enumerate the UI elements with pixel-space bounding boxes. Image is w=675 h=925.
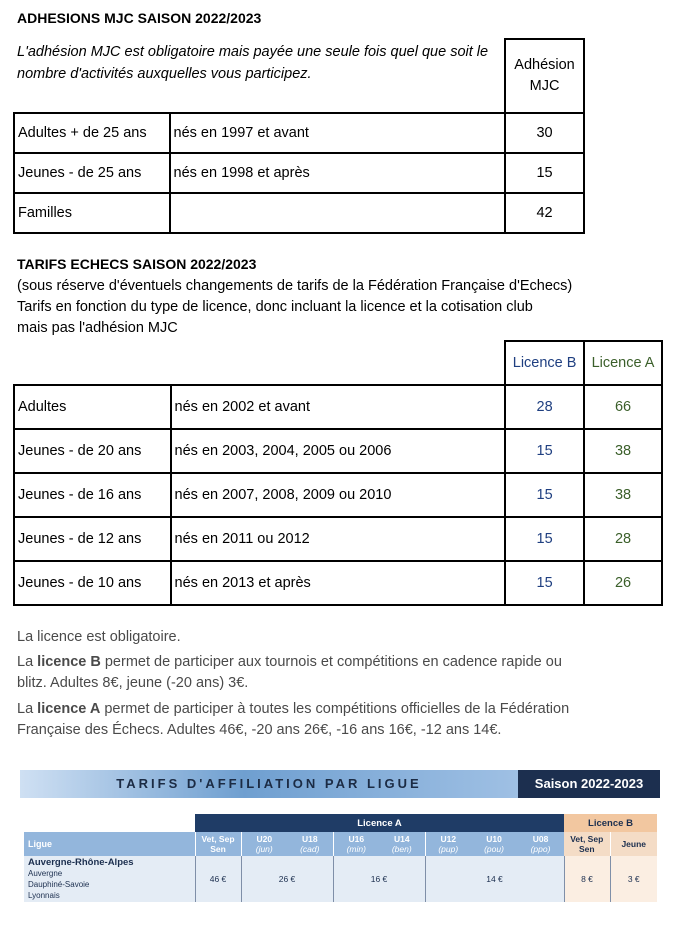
adhesion-title: ADHESIONS MJC SAISON 2022/2023 [17, 10, 262, 26]
price-b-sen: 8 € [564, 856, 610, 902]
col-code: U18 [301, 834, 318, 844]
note-licence-obligatoire: La licence est obligatoire. [17, 629, 181, 645]
ligue-header: Ligue [24, 832, 195, 856]
note-b-prefix: La [17, 654, 38, 670]
sub-region: Auvergne [28, 869, 63, 878]
price-a-u16-u14: 16 € [333, 856, 425, 902]
note-b-line2: blitz. Adultes 8€, jeune (-20 ans) 3€. [17, 675, 249, 691]
adhesion-note: L'adhésion MJC est obligatoire mais payée une seule fois quel que soit le nombre d'activités auxquelles vous participez. [17, 44, 489, 82]
col-a-u12 [425, 832, 471, 856]
col-sub: Sen [578, 844, 595, 854]
col-code: U10 [486, 834, 502, 844]
born-cell: nés en 2013 et après [171, 561, 506, 605]
licence-a-cell: 38 [584, 473, 662, 517]
price-cell: 15 [505, 153, 584, 193]
col-sub: (ben) [391, 844, 412, 854]
licence-b-cell: 28 [505, 385, 584, 429]
col-a-u14 [379, 832, 425, 856]
col-sub: Sen [210, 844, 226, 854]
col-b-jeune: Jeune [610, 832, 657, 856]
licence-a-cell: 26 [584, 561, 662, 605]
born-cell: nés en 1997 et avant [170, 113, 506, 153]
note-a-line2: Française des Échecs. Adultes 46€, -20 ans 26€, -16 ans 16€, -12 ans 14€. [17, 722, 502, 738]
header-licence-a: Licence A [584, 341, 662, 385]
note-licence-a [17, 699, 657, 741]
col-code: U20 [256, 834, 273, 844]
table-row [14, 517, 662, 561]
col-code: U14 [393, 834, 410, 844]
col-sub: (pou) [484, 844, 504, 854]
region-cell [24, 856, 195, 902]
table-row [14, 153, 584, 193]
price-a-u12-u08: 14 € [425, 856, 564, 902]
note-a-bold: licence A [37, 701, 101, 717]
price-b-jeune: 3 € [610, 856, 657, 902]
licence-a-cell: 38 [584, 429, 662, 473]
col-sub: (jun) [255, 844, 273, 854]
table-row [24, 856, 657, 902]
col-code: Vet, Sep [201, 834, 235, 844]
note-a-rest: permet de participer à toutes les compétitions officielles de la Fédération [100, 701, 570, 717]
col-code: U12 [440, 834, 457, 844]
category-cell: Jeunes - de 16 ans [14, 473, 171, 517]
adhesion-header-line2: MJC [529, 78, 560, 94]
price-a-u20-u18: 26 € [241, 856, 333, 902]
licence-b-header: Licence B [564, 814, 657, 832]
licence-a-cell: 28 [584, 517, 662, 561]
region-name: Auvergne-Rhône-Alpes [28, 857, 134, 868]
category-cell: Jeunes - de 25 ans [14, 153, 170, 193]
licence-b-cell: 15 [505, 473, 584, 517]
born-cell: nés en 2007, 2008, 2009 ou 2010 [171, 473, 506, 517]
born-cell: nés en 1998 et après [170, 153, 506, 193]
licence-b-cell: 15 [505, 429, 584, 473]
note-b-rest: permet de participer aux tournois et compétitions en cadence rapide ou [100, 654, 562, 670]
price-a-sen: 46 € [195, 856, 241, 902]
category-cell: Jeunes - de 20 ans [14, 429, 171, 473]
born-cell: nés en 2011 ou 2012 [171, 517, 506, 561]
affiliation-table [24, 814, 657, 902]
adhesion-table [13, 38, 585, 234]
table-row [14, 429, 662, 473]
col-code: Vet, Sep [570, 834, 604, 844]
affiliation-banner [20, 770, 660, 798]
licence-a-header: Licence A [195, 814, 564, 832]
col-a-sen [195, 832, 241, 856]
category-cell: Adultes + de 25 ans [14, 113, 170, 153]
col-code: U16 [348, 834, 365, 844]
note-b-bold: licence B [37, 654, 101, 670]
adhesion-header-line1: Adhésion [514, 57, 575, 73]
table-row [14, 385, 662, 429]
note-a-prefix: La [17, 701, 38, 717]
table-row [14, 193, 584, 233]
col-code: U08 [532, 834, 549, 844]
born-cell [170, 193, 506, 233]
licence-b-cell: 15 [505, 561, 584, 605]
col-sub: (cad) [300, 844, 320, 854]
echecs-line1: (sous réserve d'éventuels changements de tarifs de la Fédération Française d'Echecs) [17, 278, 573, 294]
table-row [14, 561, 662, 605]
echecs-line3: mais pas l'adhésion MJC [17, 320, 178, 336]
category-cell: Adultes [14, 385, 171, 429]
col-sub: (pup) [438, 844, 459, 854]
category-cell: Jeunes - de 12 ans [14, 517, 171, 561]
licence-b-cell: 15 [505, 517, 584, 561]
born-cell: nés en 2002 et avant [171, 385, 506, 429]
col-a-u10 [471, 832, 517, 856]
sub-region: Dauphiné-Savoie [28, 880, 90, 889]
price-cell: 30 [505, 113, 584, 153]
header-licence-b: Licence B [505, 341, 584, 385]
adhesion-header [505, 39, 584, 113]
col-a-u08 [517, 832, 564, 856]
col-b-sen [564, 832, 610, 856]
price-cell: 42 [505, 193, 584, 233]
echecs-title: TARIFS ECHECS SAISON 2022/2023 [17, 256, 257, 272]
echecs-line2: Tarifs en fonction du type de licence, donc incluant la licence et la cotisation club [17, 299, 533, 315]
category-cell: Jeunes - de 10 ans [14, 561, 171, 605]
table-row [14, 113, 584, 153]
col-a-u20 [241, 832, 287, 856]
echecs-table [13, 340, 663, 606]
category-cell: Familles [14, 193, 170, 233]
born-cell: nés en 2003, 2004, 2005 ou 2006 [171, 429, 506, 473]
col-sub: (ppo) [530, 844, 551, 854]
col-a-u18 [287, 832, 333, 856]
sub-region: Lyonnais [28, 891, 60, 900]
season-badge: Saison 2022-2023 [518, 770, 660, 798]
col-a-u16 [333, 832, 379, 856]
table-row [14, 473, 662, 517]
licence-a-cell: 66 [584, 385, 662, 429]
col-sub: (min) [346, 844, 366, 854]
note-licence-b [17, 652, 657, 694]
affiliation-title: TARIFS D'AFFILIATION PAR LIGUE [116, 776, 422, 791]
